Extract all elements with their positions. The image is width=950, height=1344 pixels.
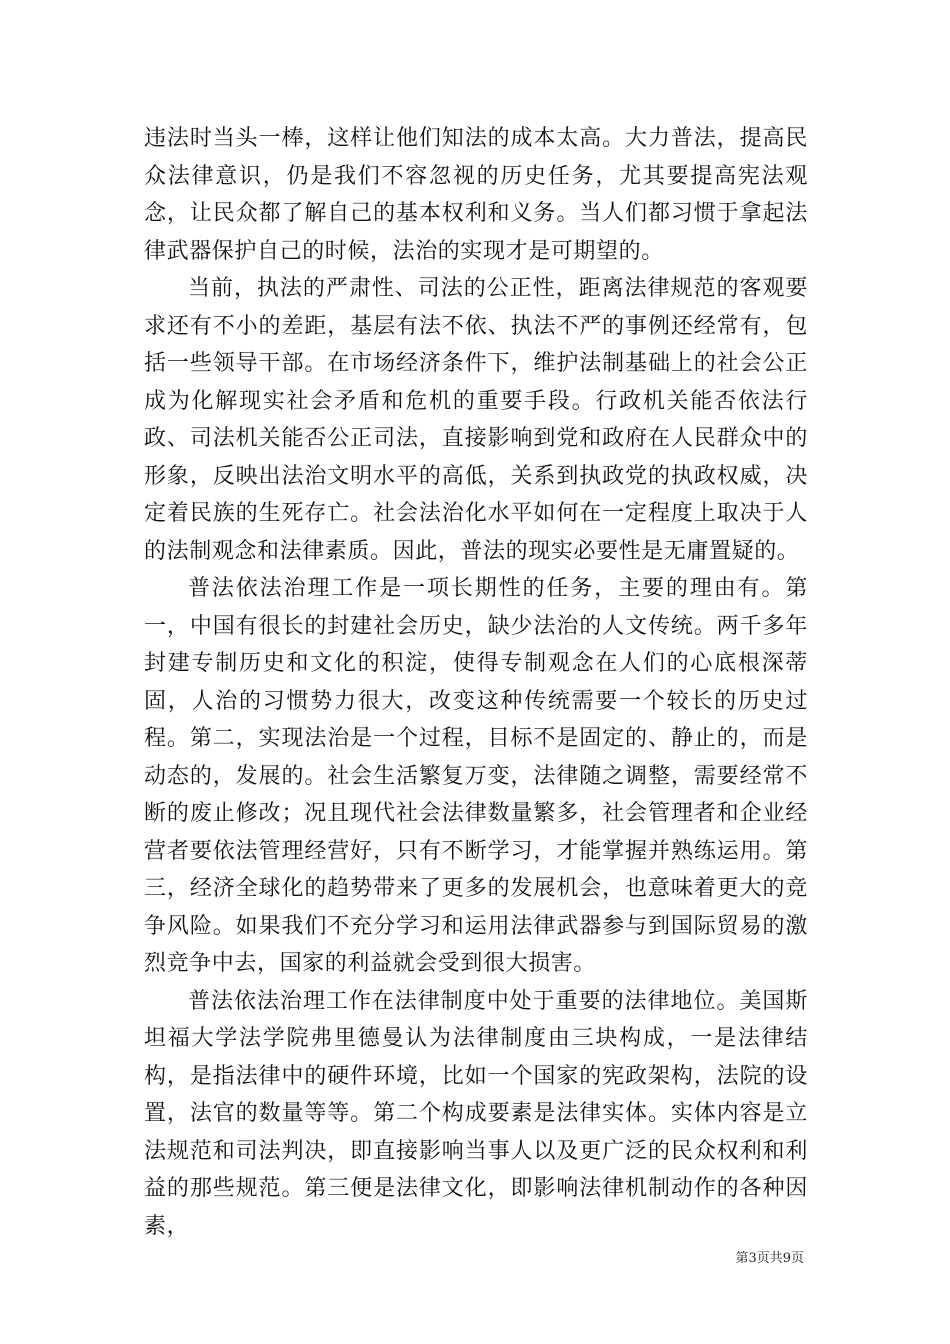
page-number-label: 第3页共9页 [735,1251,804,1266]
page-footer [735,1247,804,1266]
document-body [144,120,808,1245]
paragraph-1: 违法时当头一棒，这样让他们知法的成本太高。大力普法，提高民众法律意识，仍是我们不容忽视的历史任务，尤其要提高宪法观念，让民众都了解自己的基本权利和义务。当人们都习惯于拿起法律武器保护自己的时候，法治的实现才是可期望的。 [144,126,808,264]
paragraph-4: 普法依法治理工作在法律制度中处于重要的法律地位。美国斯坦福大学法学院弗里德曼认为法律制度由三块构成，一是法律结构，是指法律中的硬件环境，比如一个国家的宪政架构，法院的设置，法官的数量等等。第二个构成要素是法律实体。实体内容是立法规范和司法判决，即直接影响当事人以及更广泛的民众权利和利益的那些规范。第三便是法律文化，即影响法律机制动作的各种因素， [144,988,808,1239]
paragraph-2: 当前，执法的严肃性、司法的公正性，距离法律规范的客观要求还有不小的差距，基层有法不依、执法不严的事例还经常有，包括一些领导干部。在市场经济条件下，维护法制基础上的社会公正成为化解现实社会矛盾和危机的重要手段。行政机关能否依法行政、司法机关能否公正司法，直接影响到党和政府在人民群众中的形象，反映出法治文明水平的高低，关系到执政党的执政权威，决定着民族的生死存亡。社会法治化水平如何在一定程度上取决于人的法制观念和法律素质。因此，普法的现实必要性是无庸置疑的。 [144,276,808,564]
paragraph-3: 普法依法治理工作是一项长期性的任务，主要的理由有。第一，中国有很长的封建社会历史，缺少法治的人文传统。两千多年封建专制历史和文化的积淀，使得专制观念在人们的心底根深蒂固，人治的习惯势力很大，改变这种传统需要一个较长的历史过程。第二，实现法治是一个过程，目标不是固定的、静止的，而是动态的，发展的。社会生活繁复万变，法律随之调整，需要经常不断的废止修改；况且现代社会法律数量繁多，社会管理者和企业经营者要依法管理经营好，只有不断学习，才能掌握并熟练运用。第三，经济全球化的趋势带来了更多的发展机会，也意味着更大的竞争风险。如果我们不充分学习和运用法律武器参与到国际贸易的激烈竞争中去，国家的利益就会受到很大损害。 [144,576,808,976]
